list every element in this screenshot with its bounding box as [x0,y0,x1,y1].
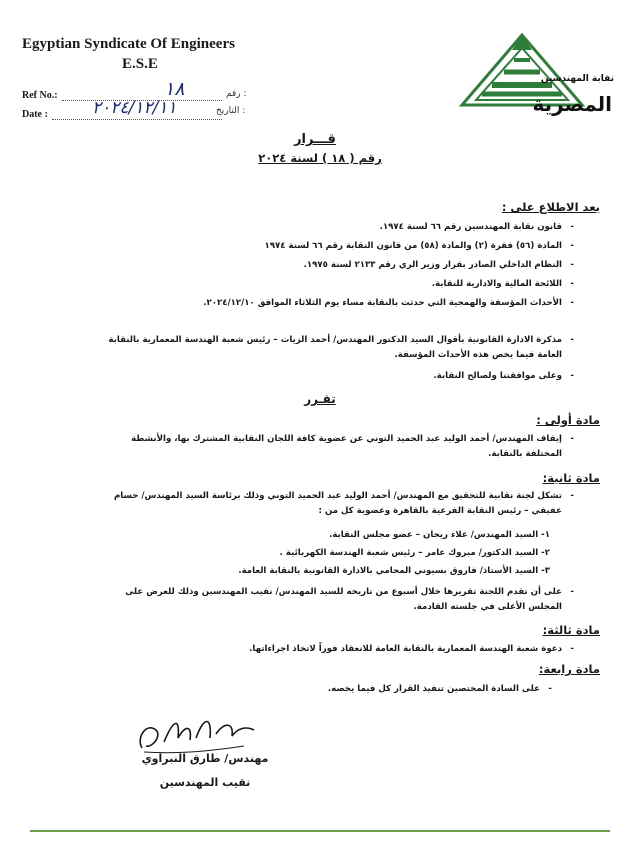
decision-number: رقم ( ١٨ ) لسنة ٢٠٢٤ [258,151,382,165]
logo-text-bottom: المصرية [532,92,612,116]
committee-member: ٢- السيد الدكتور/ مبروك عامر – رئيس شعبة الهندسة الكهربائية . [279,548,550,558]
preamble-item: - الأحداث المؤسفة والهمجية التي حدثت بالنقابة مساء يوم الثلاثاء الموافق ٢٠٢٤/١٢/١٠. [203,298,574,308]
preamble-item: - وعلى موافقتنا ولصالح النقابة. [433,371,574,381]
syndicate-logo [452,30,622,125]
preamble-item: - اللائحة المالية والادارية للنقابة. [431,279,574,289]
article-item: - تشكل لجنة نقابية للتحقيق مع المهندس/ أحمد الوليد عبد الحميد التوني وذلك برئاسة السيد المهندس/ حسام عفيفي – رئيس النقابة الفرعية بالقاهرة وعضوية كل من : [113,491,574,516]
preamble-item: - مذكرة الادارة القانونية بأقوال السيد الدكتور المهندس/ أحمد الزيات – رئيس شعبة الهندسة المعمارية بالنقابة العامة فيما يخص هذه الأحداث المؤسفة. [108,335,574,360]
org-name-en: Egyptian Syndicate Of Engineers [22,36,235,52]
article-heading: مادة ثانية: [542,471,600,485]
committee-member: ٣- السيد الأستاذ/ فاروق بسيوني المحامي بالادارة القانونية بالنقابة العامة. [238,566,550,576]
committee-member: ١- السيد المهندس/ علاء ريحان – عضو مجلس النقابة. [329,530,550,540]
article-item: - على السادة المختصين تنفيذ القرار كل فيما يخصه. [327,684,552,694]
article-item: - دعوة شعبة الهندسة المعمارية بالنقابة العامة للانعقاد فوراً لاتخاذ اجراءاتها. [249,644,574,654]
signatory-title: نقيب المهندسين [159,776,251,789]
article-heading: مادة ثالثة: [542,623,600,637]
org-abbr: E.S.E [122,56,158,72]
preamble-item: - قانون نقابة المهندسين رقم ٦٦ لسنة ١٩٧٤. [379,222,574,232]
ref-label: Ref No.: [22,90,58,101]
date-label: Date : [22,109,48,120]
signatory-name: مهندس/ طارق النبراوي [141,752,269,765]
preamble-heading: بعد الاطلاع على : [501,200,600,214]
date-dotted-line [52,119,222,120]
preamble-item: - المادة (٥٦) فقرة (٢) والمادة (٥٨) من قانون النقابة رقم ٦٦ لسنة ١٩٧٤ [264,241,574,251]
footer-divider [30,830,610,832]
date-label-ar: التاريخ : [216,106,246,116]
decision-title: قـــرار [294,132,336,147]
article-heading: مادة أولى : [536,413,600,427]
ref-handwritten-value: ١٨ [164,78,185,100]
ref-label-ar: رقم : [226,89,247,99]
article-item: - على أن تقدم اللجنة تقريرها خلال أسبوع من تاريخه للسيد المهندس/ نقيب المهندسين وذلك للعرض على المجلس الأعلى في جلسته القادمة. [125,587,574,612]
article-heading: مادة رابعة: [538,662,600,676]
logo-text-top: نقابة المهندسين [540,74,614,84]
article-item: - إيقاف المهندس/ أحمد الوليد عبد الحميد التوني عن عضوية كافة اللجان النقابية المشترك بها، والأنشطة المختلفة بالنقابة. [131,434,574,459]
date-handwritten-value: ٢٠٢٤/١٢/١١ [92,98,177,118]
decides-heading: تقـرر [304,392,336,406]
preamble-item: - النظام الداخلي الصادر بقرار وزير الري رقم ٢١٣٣ لسنة ١٩٧٥. [303,260,574,270]
